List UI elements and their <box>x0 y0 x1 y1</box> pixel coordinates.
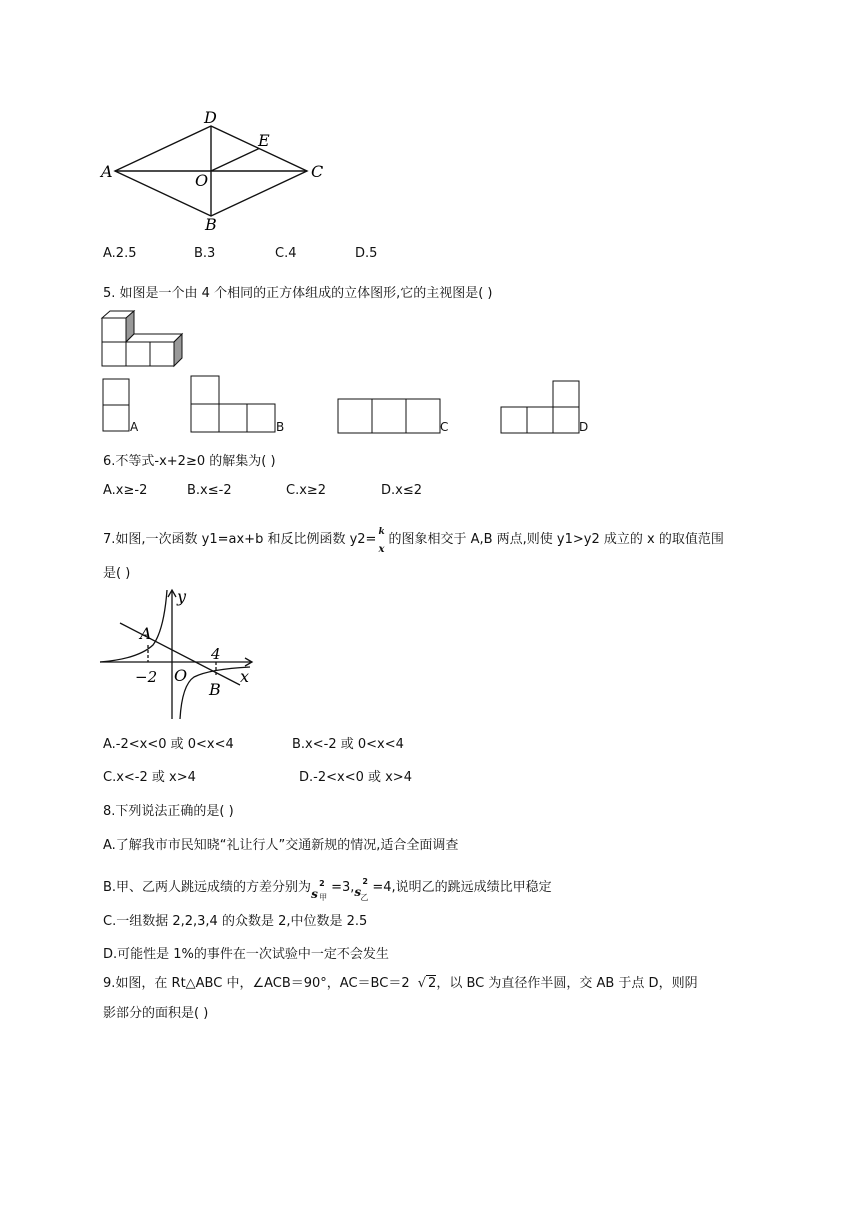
q7-stem-line1 <box>103 527 724 555</box>
q7-stem-before: 7.如图,一次函数 y1=ax+b 和反比例函数 y2= <box>103 532 377 547</box>
q9-stem-line1 <box>103 972 698 991</box>
label-o: O <box>195 171 209 190</box>
q4-option-d: D.5 <box>355 246 378 261</box>
q7-option-d: D.-2<x<0 或 x>4 <box>299 770 412 785</box>
q6-option-a: A.x≥-2 <box>103 483 148 498</box>
q5-stem: 5. 如图是一个由 4 个相同的正方体组成的立体图形,它的主视图是( ) <box>103 286 493 301</box>
label-b: B <box>205 215 217 234</box>
sqrt-value: 2 <box>428 976 437 991</box>
label-d: D <box>204 108 217 127</box>
label-e: E <box>258 131 270 150</box>
sqrt-symbol: √ 2 <box>417 976 437 991</box>
q4-option-a: A.2.5 <box>103 246 137 261</box>
label-a: A <box>101 162 113 181</box>
label-b: B <box>209 680 221 699</box>
rhombus-figure <box>95 105 335 235</box>
q4-option-c: C.4 <box>275 246 297 261</box>
q7-option-c: C.x<-2 或 x>4 <box>103 770 196 785</box>
label-a: A <box>140 624 152 643</box>
q6-option-d: D.x≤2 <box>381 483 422 498</box>
q7-frac-den: x <box>378 544 385 555</box>
function-graph-figure <box>98 585 258 723</box>
q6-option-b: B.x≤-2 <box>187 483 232 498</box>
q4-option-b: B.3 <box>194 246 216 261</box>
q5-option-d-label: D <box>579 420 589 434</box>
label-c: C <box>311 162 324 181</box>
q7-option-a: A.-2<x<0 或 0<x<4 <box>103 737 234 752</box>
label-x: x <box>240 667 250 686</box>
q7-option-b: B.x<-2 或 0<x<4 <box>292 737 404 752</box>
q9-stem-before: 9.如图，在 Rt△ABC 中，∠ACB＝90°，AC＝BC＝2 <box>103 976 414 991</box>
q8-option-c: C.一组数据 2,2,3,4 的众数是 2,中位数是 2.5 <box>103 914 368 929</box>
q8-option-b-after: =4,说明乙的跳远成绩比甲稳定 <box>372 880 552 895</box>
label-neg2: −2 <box>135 668 158 686</box>
q5-option-a-label: A <box>130 420 139 434</box>
q5-option-b-figure <box>188 373 280 435</box>
q5-option-b-label: B <box>276 420 285 434</box>
q9-stem-line2: 影部分的面积是( ) <box>103 1006 209 1021</box>
q8-option-b-before: B.甲、乙两人跳远成绩的方差分别为 <box>103 880 312 895</box>
q5-option-d-figure <box>499 378 584 436</box>
q8-option-d: D.可能性是 1%的事件在一次试验中一定不会发生 <box>103 947 389 962</box>
q5-option-c-label: C <box>440 420 449 434</box>
q7-stem-after: 的图象相交于 A,B 两点,则使 y1>y2 成立的 x 的取值范围 <box>388 532 724 547</box>
q7-frac-num: k <box>378 527 385 537</box>
q7-stem-line2: 是( ) <box>103 566 131 581</box>
variance-s2-sub: 乙 <box>360 893 369 902</box>
q8-option-a: A.了解我市市民知晓“礼让行人”交通新规的情况,适合全面调查 <box>103 838 459 853</box>
label-y: y <box>177 587 187 606</box>
q5-option-c-figure <box>335 396 445 436</box>
label-4: 4 <box>211 645 221 663</box>
cube-solid-figure <box>100 310 190 370</box>
q8-option-b-mid: =3, <box>331 880 355 895</box>
q6-stem: 6.不等式-x+2≥0 的解集为( ) <box>103 454 276 469</box>
q6-option-c: C.x≥2 <box>286 483 327 498</box>
q8-stem: 8.下列说法正确的是( ) <box>103 804 234 819</box>
label-o: O <box>174 666 188 685</box>
hyperbola-branch-upper <box>100 590 167 662</box>
q9-stem-after: ，以 BC 为直径作半圆，交 AB 于点 D，则阴 <box>436 976 698 991</box>
variance-s1-sub: 甲 <box>319 893 328 902</box>
q8-option-b: B.甲、乙两人跳远成绩的方差分别为 s 2 甲 =3, s 2 乙 =4,说明乙的跳远成绩比甲稳定 <box>103 877 552 902</box>
segment-oe <box>211 149 259 172</box>
